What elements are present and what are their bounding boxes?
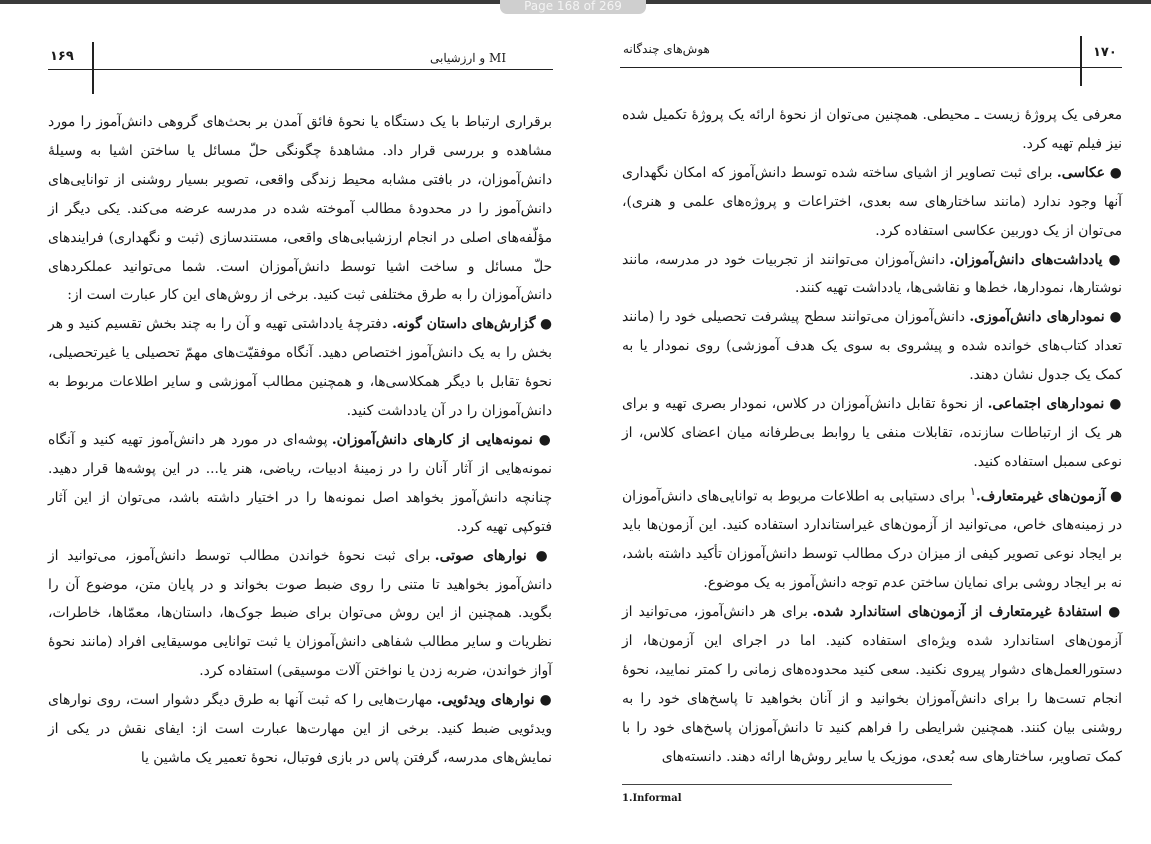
left-header-rule bbox=[48, 69, 553, 70]
left-header-divider bbox=[92, 42, 94, 94]
bullet-item: ● نوارهای ویدئویی. مهارت‌هایی را که ثبت آنها به طرق دیگر دشوار است، روی نوارهای ویدئویی ضبط کنید. برخی از این مهارت‌ها عبارت است از: ایفای نقش در یکی از نمایش‌های مدرسه، گرفتن پاس در بازی فوتبال، نحوهٔ تعمیر یک ماشین یا bbox=[48, 692, 552, 766]
bullet-item: ● نمودارهای اجتماعی. از نحوهٔ تقابل دانش‌آموزان در کلاس، نمودار بصری تهیه و برای هر یک از ارتباطات سازنده، تقابلات منفی یا روابط بی‌طرفانه میان اعضای کلاس، از نوعی سمبل استفاده کنید. bbox=[622, 396, 1122, 470]
left-body-text bbox=[48, 108, 552, 773]
bullet-term: نمودارهای دانش‌آموزی. bbox=[969, 309, 1105, 326]
bullet-term: عکاسی. bbox=[1056, 164, 1105, 181]
bullet-term: استفادهٔ غیرمتعارف از آزمون‌های استاندارد شده. bbox=[812, 604, 1102, 620]
bullet-item: ● یادداشت‌های دانش‌آموزان. دانش‌آموزان می‌توانند از تجربیات خود در مدرسه، مانند نوشتارها، نمودارها، خط‌ها و نقاشی‌ها، یادداشت تهیه کنند. bbox=[622, 251, 1123, 297]
right-page bbox=[578, 0, 1151, 844]
bullet-marker: ● bbox=[1102, 604, 1122, 620]
bullet-item: ● آزمون‌های غیرمتعارف.$^۱$ برای دستیابی به اطلاعات مربوط به توانایی‌های دانش‌آموزان در زمینه‌های خاص، می‌توانید از آزمون‌های غیراستاندارد استفاده کنید. این آزمون‌ها باید بر ایجاد نوعی تصویر کیفی از میزان درک مطالب توسط دانش‌آموزان تأکید داشته باشد، نه بر ایجاد روشی برای نمایان ساختن عدم توجه دانش‌آموز به یک موضوع. bbox=[622, 483, 1122, 592]
bullet-marker: ● bbox=[1104, 164, 1122, 181]
page-indicator: Page 168 of 269 bbox=[500, 0, 646, 14]
page-number: ۱۶۹ bbox=[50, 49, 74, 64]
bullet-marker: ● bbox=[1104, 309, 1122, 326]
right-body-text bbox=[622, 101, 1122, 771]
bullet-term: نمودارهای اجتماعی. bbox=[987, 396, 1105, 413]
running-title: MI و ارزشیابی bbox=[430, 51, 507, 65]
bullet-marker: ● bbox=[1104, 396, 1122, 413]
left-page bbox=[0, 0, 575, 844]
bullet-item: ● گزارش‌های داستان گونه. دفترچهٔ یادداشتی تهیه و آن را به چند بخش تقسیم کنید و هر بخش را به یک دانش‌آموز اختصاص دهید. آنگاه موفقیّت‌های مهمّ تحصیلی یا غیرتحصیلی، نحوهٔ تقابل با دیگر همکلاسی‌ها، و همچنین مطالب آموزشی و سایر اطلاعات مربوط به دانش‌آموزان را در آن یادداشت کنید. bbox=[48, 316, 552, 420]
bullet-marker: ● bbox=[526, 547, 552, 564]
bullet-marker: ● bbox=[1102, 251, 1123, 268]
bullet-item: ● نمودارهای دانش‌آموزی. دانش‌آموزان می‌توانند سطح پیشرفت تحصیلی خود را (مانند تعداد کتاب‌های خوانده شده و پیشروی به سوی یک هدف آموزشی) روی نمودار یا به کمک یک جدول نشان دهند. bbox=[622, 309, 1122, 384]
bullet-term: یادداشت‌های دانش‌آموزان. bbox=[949, 251, 1103, 268]
footnote: 1.Informal bbox=[622, 793, 682, 804]
footnote-rule bbox=[622, 784, 952, 785]
running-title: هوش‌های چندگانه bbox=[623, 42, 710, 56]
bullet-item: ● نمونه‌هایی از کارهای دانش‌آموزان. پوشه‌ای در مورد هر دانش‌آموز تهیه کنید و آنگاه نمونه‌هایی از آثار آنان را در زمینهٔ ادبیات، ریاضی، هنر یا... در این پوشه‌ها قرار دهید. چنانچه دانش‌آموز بخواهد اصل نمونه‌ها را در اختیار داشته باشد، می‌توان از این آثار فتوکپی تهیه کرد. bbox=[48, 431, 552, 535]
paragraph: معرفی یک پروژهٔ زیست ـ محیطی. همچنین می‌توان از نحوهٔ ارائه یک پروژهٔ تکمیل شده نیز فیلم تهیه کرد. bbox=[622, 107, 1122, 152]
bullet-marker: ● bbox=[534, 692, 552, 709]
bullet-item: ● استفادهٔ غیرمتعارف از آزمون‌های استاندارد شده. برای هر دانش‌آموز، می‌توانید از آزمون‌های استاندارد شده ویژه‌ای استفاده کنید. اما در اجرای این آزمون‌ها، از دستورالعمل‌های دشوار پیروی نکنید. سعی کنید محدوده‌های زمانی را کمتر نمایید، نحوهٔ انجام تست‌ها را برای دانش‌آموزان بخوانید و از آنان بخواهید تا پاسخ‌های خود را به روشنی بیان کنند. همچنین شرایطی را فراهم کنید تا دانش‌آموزان پاسخ‌های خود را با کمک تصاویر، ساختارهای سه بُعدی، موزیک یا سایر روش‌ها ارائه دهند. دانسته‌های bbox=[622, 604, 1122, 765]
bullet-term: نوارهای صوتی. bbox=[434, 547, 527, 564]
footnote-ref: ۱ bbox=[969, 483, 976, 498]
bullet-term: نوارهای ویدئویی. bbox=[436, 692, 535, 709]
bullet-term: آزمون‌های غیرمتعارف. bbox=[975, 488, 1106, 505]
paragraph: برقراری ارتباط با یک دستگاه یا نحوهٔ فائق آمدن بر بحث‌های گروهی دانش‌آموز را مورد مشاهده و بررسی قرار داد. مشاهدهٔ چگونگی حلّ مسائل یا ساختن اشیا به وسیلهٔ دانش‌آموزان، در بافتی مشابه محیط زندگی واقعی، تصویر بسیار روشنی از توانایی‌های دانش‌آموز را در محدودهٔ مطالب آموخته شده در مدرسه عرضه می‌کند. یکی دیگر از مؤلّفه‌های اصلی در انجام ارزشیابی‌های واقعی، مستندسازی (ثبت و نگهداری) فرایندهای حلّ مسائل و ساخت اشیا توسط دانش‌آموزان است. شما می‌توانید عملکردهای دانش‌آموزان را به طرق مختلفی ثبت کنید. برخی از روش‌های این کار عبارت است از: bbox=[48, 114, 552, 304]
bullet-item: ● نوارهای صوتی. برای ثبت نحوهٔ خواندن مطالب توسط دانش‌آموز، می‌توانید از دانش‌آموز بخواهید تا متنی را روی ضبط صوت بخواند و در پایان متن، موضوع آن را بگوید. همچنین از این روش می‌توان برای ضبط جوک‌ها، داستان‌ها، معمّاها، خاطرات، نظریات و سایر مطالب شفاهی دانش‌آموزان یا ثبت توانایی موسیقایی افراد (مانند نحوهٔ آواز خواندن، ضربه زدن یا نواختن آلات موسیقی) استفاده کرد. bbox=[48, 547, 552, 680]
bullet-item: ● عکاسی. برای ثبت تصاویر از اشیای ساخته شده توسط دانش‌آموز که امکان نگهداری آنها وجود ندارد (مانند ساختارهای سه بعدی، اختراعات و پروژه‌های علمی و هنری)، می‌توان از یک دوربین عکاسی استفاده کرد. bbox=[622, 164, 1122, 239]
page-number: ۱۷۰ bbox=[1093, 45, 1117, 60]
bullet-marker: ● bbox=[1105, 488, 1122, 505]
right-header-rule bbox=[620, 67, 1122, 68]
bullet-marker: ● bbox=[532, 431, 552, 448]
bullet-term: نمونه‌هایی از کارهای دانش‌آموزان. bbox=[331, 431, 533, 448]
bullet-term: گزارش‌های داستان گونه. bbox=[392, 316, 536, 333]
bullet-marker: ● bbox=[535, 316, 552, 333]
right-header-divider bbox=[1080, 36, 1082, 86]
